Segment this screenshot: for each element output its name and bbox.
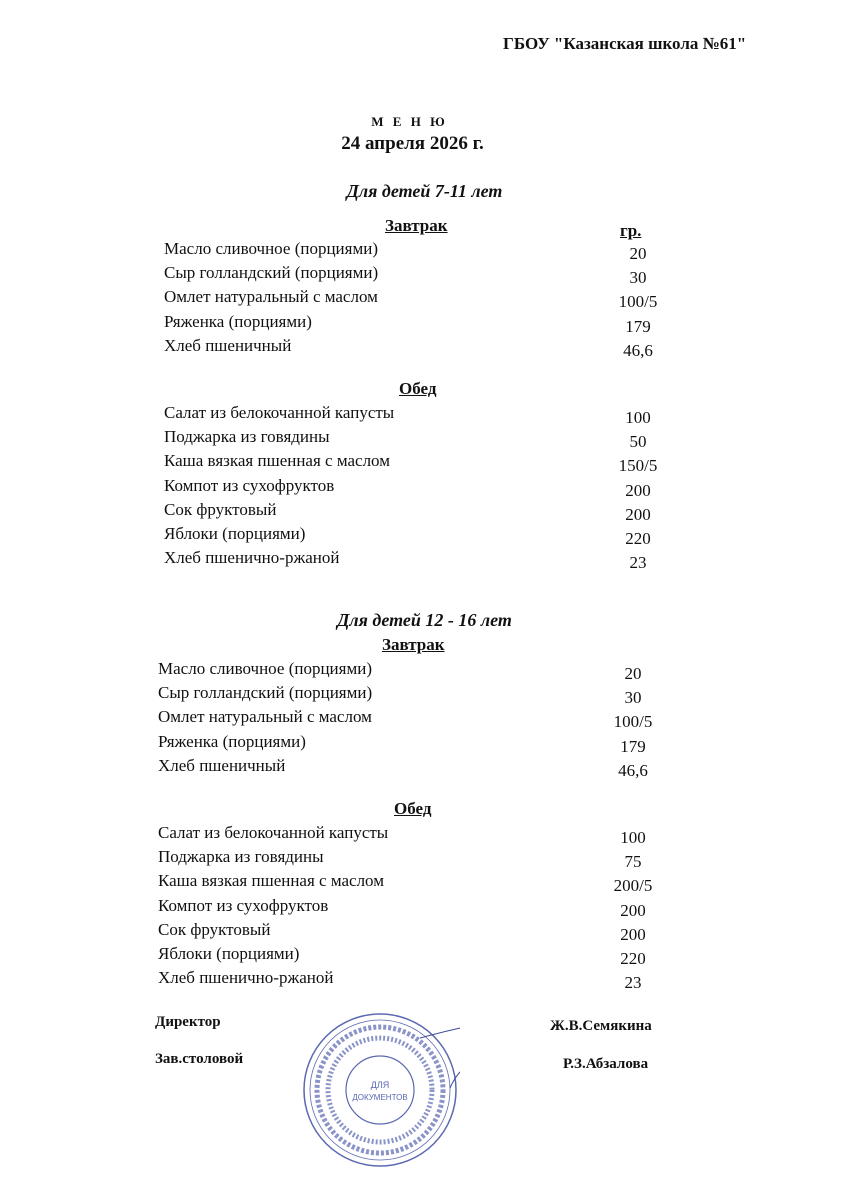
menu-item-name: Яблоки (порциями) (158, 944, 300, 963)
menu-item-name: Салат из белокочанной капусты (158, 823, 389, 842)
menu-item-name: Компот из сухофруктов (164, 475, 335, 495)
menu-item-name: Омлет натуральный с маслом (158, 707, 372, 727)
menu-item-name: Хлеб пшеничный (164, 335, 292, 355)
menu-item-grams: 30 (629, 268, 647, 288)
menu-item-name: Масло сливочное (порциями) (158, 659, 372, 678)
menu-item-grams: 20 (629, 244, 647, 263)
menu-item-name: Яблоки (порциями) (164, 524, 306, 543)
menu-item-grams: 100 (620, 828, 646, 847)
school-name: ГБОУ "Казанская школа №61" (503, 34, 747, 53)
menu-item-grams: 100/5 (613, 712, 653, 732)
menu-item-name: Сок фруктовый (158, 919, 271, 939)
menu-item-name: Омлет натуральный с маслом (164, 287, 378, 307)
menu-item-name: Ряженка (порциями) (164, 311, 312, 331)
menu-item-name: Ряженка (порциями) (158, 731, 306, 751)
menu-item-grams: 179 (625, 316, 651, 336)
menu-item-grams: 200/5 (613, 876, 653, 896)
menu-item-name: Хлеб пшенично-ржаной (164, 548, 340, 568)
menu-item-name: Сыр голландский (порциями) (164, 263, 379, 283)
menu-item-grams: 200 (625, 504, 651, 524)
menu-item-name: Поджарка из говядины (158, 847, 324, 867)
menu-item-grams: 200 (620, 924, 646, 944)
menu-item-grams: 220 (625, 529, 651, 548)
menu-item-name: Каша вязкая пшенная с маслом (158, 871, 384, 891)
menu-item-name: Каша вязкая пшенная с маслом (164, 451, 390, 471)
menu-item-grams: 200 (625, 480, 651, 500)
menu-item-name: Масло сливочное (порциями) (164, 239, 378, 258)
menu-item-name: Сыр голландский (порциями) (158, 683, 373, 703)
menu-item-name: Поджарка из говядины (164, 427, 330, 447)
menu-item-name: Хлеб пшенично-ржаной (158, 968, 334, 988)
age-group-heading: Для детей 12 - 16 лет (337, 610, 512, 630)
menu-item-grams: 179 (620, 736, 646, 756)
unit-label: гр. (620, 221, 642, 240)
menu-item-grams: 23 (629, 553, 647, 573)
stamp-text: ДЛЯ (370, 1080, 390, 1090)
menu-item-name: Салат из белокочанной капусты (164, 403, 395, 422)
signature-role: Директор (155, 1014, 221, 1030)
signature-name: Ж.В.Семякина (550, 1018, 652, 1034)
menu-item-grams: 150/5 (618, 456, 658, 476)
menu-item-grams: 100/5 (618, 292, 658, 312)
meal-heading: Обед (394, 799, 432, 818)
stamp-text: ДОКУМЕНТОВ (352, 1093, 408, 1102)
menu-title: М Е Н Ю (371, 114, 448, 129)
official-stamp (300, 1010, 460, 1170)
menu-item-name: Сок фруктовый (164, 499, 277, 519)
meal-heading: Обед (399, 379, 437, 398)
menu-item-grams: 100 (625, 408, 651, 427)
menu-item-grams: 46,6 (623, 340, 653, 360)
signature-role: Зав.столовой (155, 1051, 244, 1067)
meal-heading: Завтрак (382, 635, 445, 654)
menu-item-grams: 75 (624, 852, 642, 872)
age-group-heading: Для детей 7-11 лет (346, 181, 503, 201)
menu-item-grams: 200 (620, 900, 646, 920)
menu-date: 24 апреля 2026 г. (341, 133, 484, 154)
menu-item-grams: 30 (624, 688, 642, 708)
menu-item-name: Компот из сухофруктов (158, 895, 329, 915)
menu-item-grams: 23 (624, 973, 642, 993)
meal-heading: Завтрак (385, 216, 448, 235)
signature-name: Р.З.Абзалова (563, 1056, 649, 1072)
menu-item-grams: 50 (629, 432, 647, 452)
menu-item-grams: 46,6 (618, 760, 648, 780)
menu-item-grams: 220 (620, 949, 646, 968)
menu-item-grams: 20 (624, 664, 642, 683)
menu-item-name: Хлеб пшеничный (158, 755, 286, 775)
